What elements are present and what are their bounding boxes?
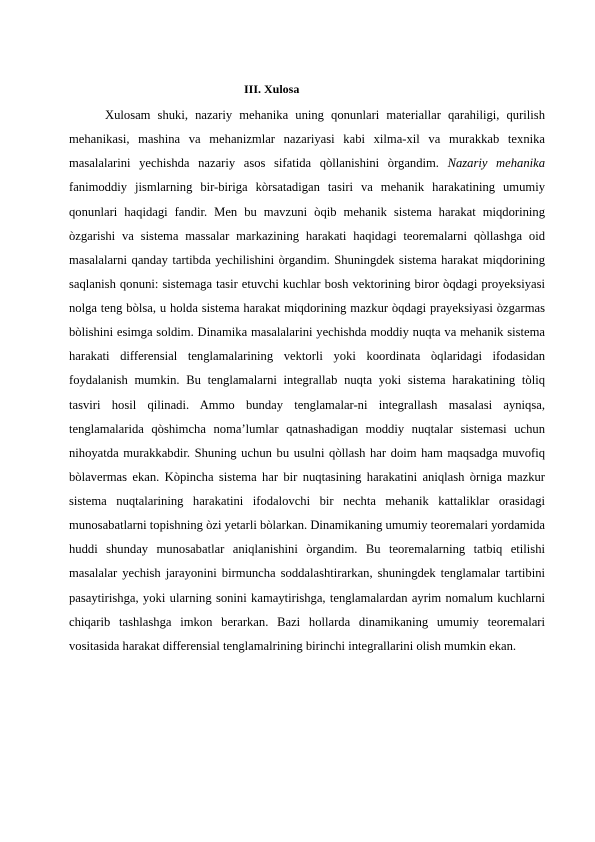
paragraph-text-part-2: fanimoddiy jismlarning bir-biriga kòrsatadigan tasiri va mehanik harakatining umumiy qonunlari haqidagi fandir. Men bu mavzuni òqib mehanik sistema harakat miqdorining òzgarishi va sistema massalar markazining harakati haqidagi teoremalarni qòllashga oid masalalarni qanday tartibda yechilishini òrgandim. Shuningdek sistema harakat miqdorining saqlanish qonuni: sistemaga tasir etuvchi kuchlar bosh vektorining biror òqdagi proyeksiyasi nolga teng bòlsa, u holda sistema harakat miqdorining mazkur òqdagi prayeksiyasi òzgarmas bòlishini esimga soldim. Dinamika masalalarini yechishda moddiy nuqta va mehanik sistema harakati differensial tenglamalarining vektorli yoki koordinata òqlaridagi ifodasidan foydalanish mumkin. Bu tenglamalarni integrallab nuqta yoki sistema harakatining tòliq tasviri hosil qilinadi. Ammo bunday tenglamalar-ni integrallash masalasi ayniqsa, tenglamalarida qòshimcha noma’lumlar qatnashadigan moddiy nuqtalar sistemasi uchun nihoyatda murakkabdir. Shuning uchun bu usulni qòllash har doim ham maqsadga muvofiq bòlavermas ekan. Kòpincha sistema har bir nuqtasining harakatini aniqlash òrniga mazkur sistema nuqtalarining harakatini ifodalovchi bir nechta mehanik kattaliklar orasidagi munosabatlarni topishning òzi yetarli bòlarkan. Dinamikaning umumiy teoremalari yordamida huddi shunday munosabatlar aniqlanishini òrgandim. Bu teoremalarning tatbiq etilishi masalalar yechish jarayonini birmuncha soddalashtirarkan, shuningdek tenglamalar tartibini pasaytirishga, yoki ularning sonini kamaytirishga, tenglamalardan ayrim nomalum kuchlarni chiqarib tashlashga imkon berarkan. Bazi hollarda dinamikaning umumiy teoremalari vositasida harakat differensial tenglamalrining birinchi integrallarini olish mumkin ekan. [69, 180, 545, 653]
conclusion-paragraph [69, 103, 545, 658]
paragraph-text-part-1: Xulosam shuki, nazariy mehanika uning qonunlari materiallar qarahiligi, qurilish mehanikasi, mashina va mehanizmlar nazariyasi kabi xilma-xil va murakkab texnika masalalarini yechishda nazariy asos sifatida qòllanishini òrgandim. [69, 108, 545, 171]
italic-term: Nazariy mehanika [447, 156, 546, 171]
section-heading: III. Xulosa [244, 82, 300, 96]
